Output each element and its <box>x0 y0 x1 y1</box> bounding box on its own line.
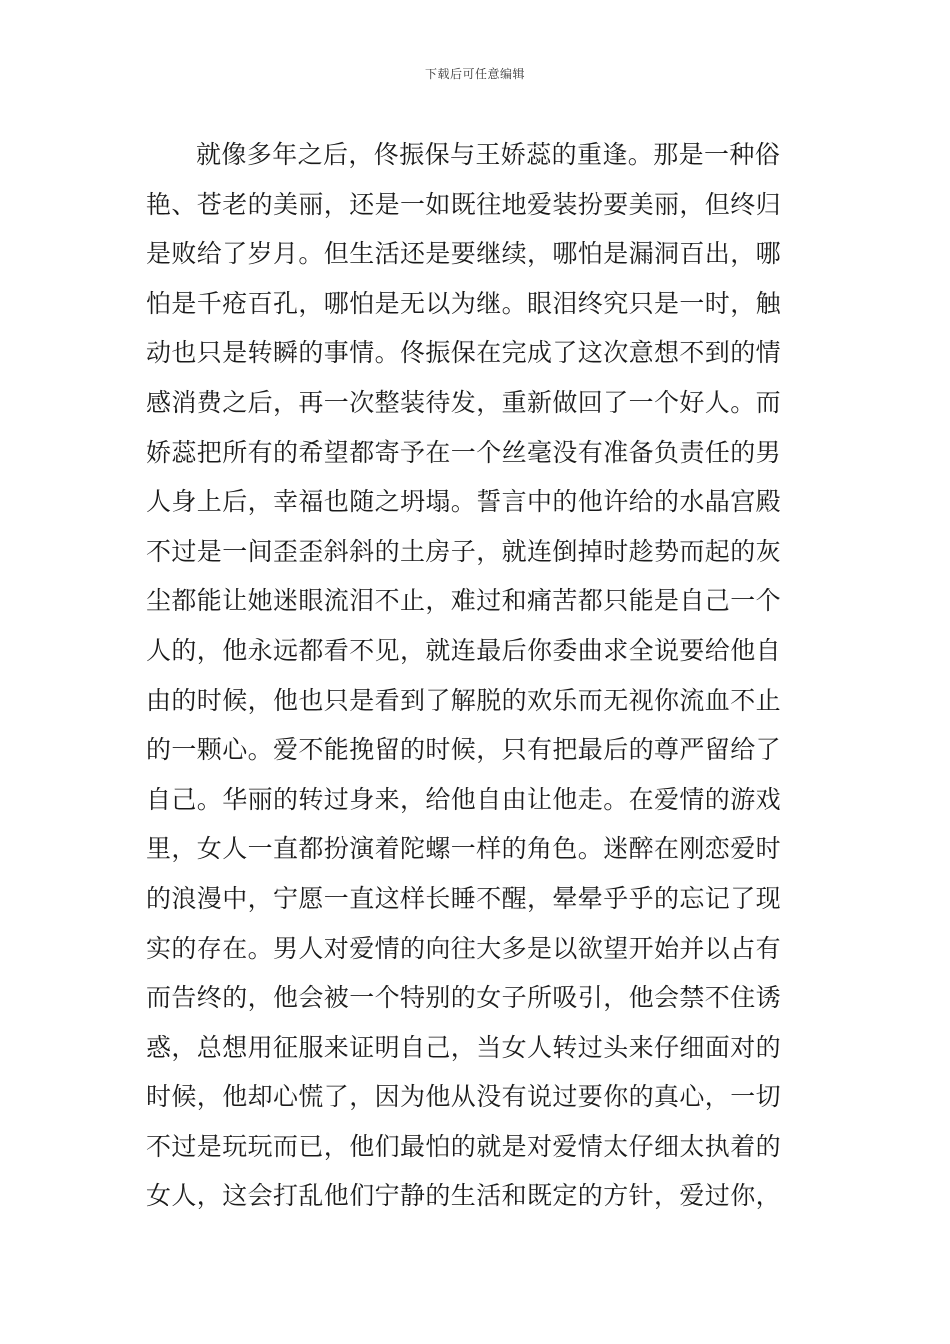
text-line: 里，女人一直都扮演着陀螺一样的角色。迷醉在刚恋爱时 <box>146 834 782 864</box>
text-line: 感消费之后，再一次整装待发，重新做回了一个好人。而 <box>146 387 782 417</box>
text-line: 娇蕊把所有的希望都寄予在一个丝毫没有准备负责任的男 <box>146 437 782 467</box>
text-line: 不过是一间歪歪斜斜的土房子，就连倒掉时趁势而起的灰 <box>146 536 782 566</box>
text-line: 实的存在。男人对爱情的向往大多是以欲望开始并以占有 <box>146 933 782 963</box>
text-line: 是败给了岁月。但生活还是要继续，哪怕是漏洞百出，哪 <box>146 239 782 269</box>
text-line: 动也只是转瞬的事情。佟振保在完成了这次意想不到的情 <box>146 338 782 368</box>
text-line: 人身上后，幸福也随之坍塌。誓言中的他许给的水晶宫殿 <box>146 487 782 517</box>
text-line: 女人，这会打乱他们宁静的生活和既定的方针，爱过你， <box>146 1181 782 1211</box>
text-line: 尘都能让她迷眼流泪不止，难过和痛苦都只能是自己一个 <box>146 586 782 616</box>
text-line: 自己。华丽的转过身来，给他自由让他走。在爱情的游戏 <box>146 784 782 814</box>
text-line: 人的，他永远都看不见，就连最后你委曲求全说要给他自 <box>146 635 782 665</box>
text-line: 的一颗心。爱不能挽留的时候，只有把最后的尊严留给了 <box>146 735 782 765</box>
text-line: 惑，总想用征服来证明自己，当女人转过头来仔细面对的 <box>146 1032 782 1062</box>
body-paragraph <box>146 130 826 1221</box>
text-line: 不过是玩玩而已，他们最怕的就是对爱情太仔细太执着的 <box>146 1131 782 1161</box>
text-line: 就像多年之后，佟振保与王娇蕊的重逢。那是一种俗 <box>196 140 781 169</box>
text-line: 艳、苍老的美丽，还是一如既往地爱装扮要美丽，但终归 <box>146 189 782 219</box>
text-line: 的浪漫中，宁愿一直这样长睡不醒，晕晕乎乎的忘记了现 <box>146 883 782 913</box>
text-line: 时候，他却心慌了，因为他从没有说过要你的真心，一切 <box>146 1082 782 1112</box>
text-line: 怕是千疮百孔，哪怕是无以为继。眼泪终究只是一时，触 <box>146 288 782 318</box>
text-line: 由的时候，他也只是看到了解脱的欢乐而无视你流血不止 <box>146 685 782 715</box>
text-line: 而告终的，他会被一个特别的女子所吸引，他会禁不住诱 <box>146 983 782 1013</box>
page-header: 下载后可任意编辑 <box>424 67 525 81</box>
